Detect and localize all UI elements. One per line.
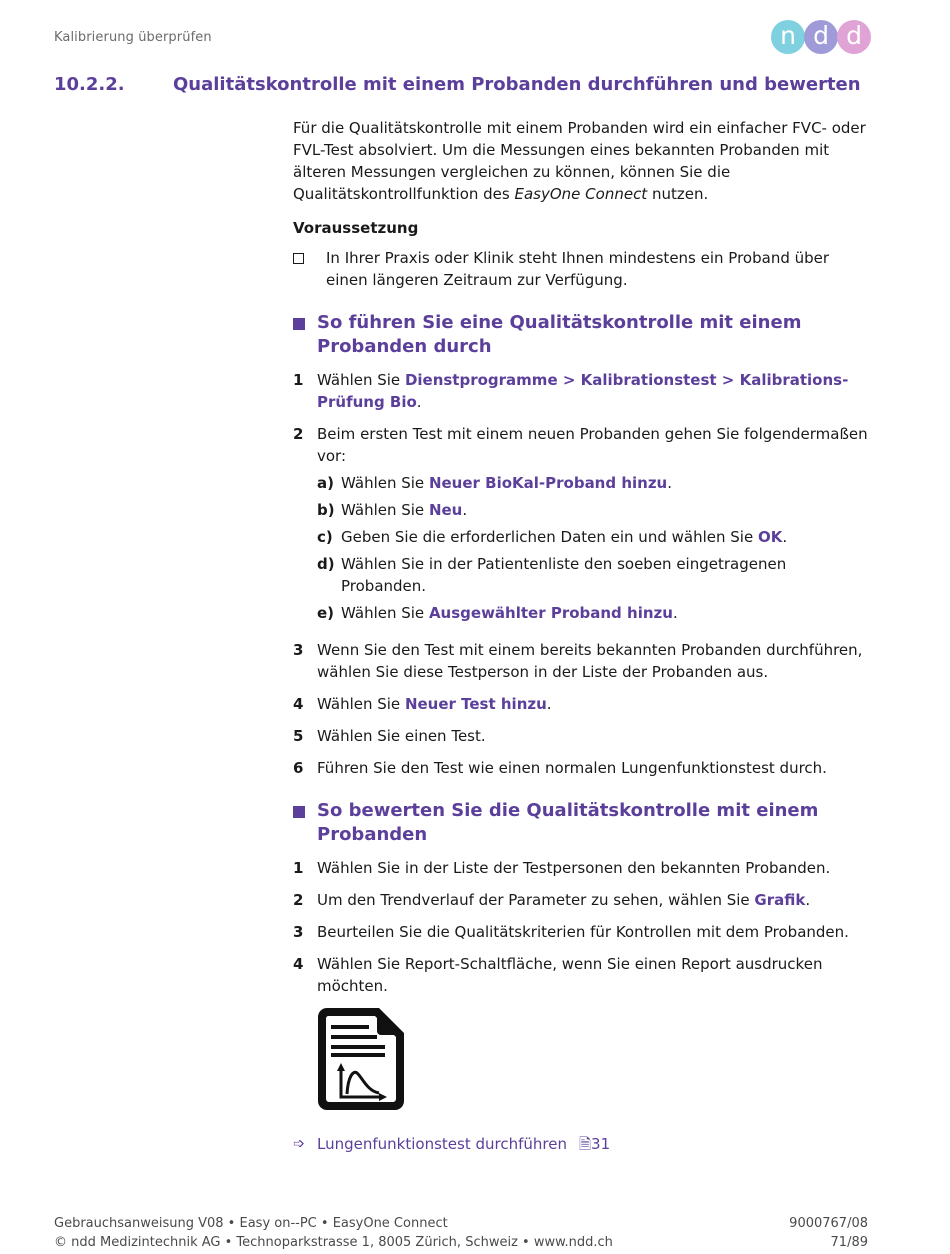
substep-text: Wählen Sie in der Patientenliste den soeben eingetragenen Probanden. <box>341 555 787 595</box>
logo-circle-n: n <box>771 20 805 54</box>
ndd-logo <box>771 20 871 54</box>
step-item <box>293 889 873 911</box>
step-item <box>293 423 873 629</box>
step-number: 6 <box>293 759 304 777</box>
ui-element-reference: Ausgewählter Proband hinzu <box>428 604 673 622</box>
prerequisite-heading: Voraussetzung <box>293 219 419 237</box>
substep-letter: b) <box>317 501 335 519</box>
step-text <box>317 423 873 629</box>
page-reference-number[interactable]: 31 <box>591 1135 611 1153</box>
footer-right <box>789 1214 868 1252</box>
logo-circle-d-2: d <box>837 20 871 54</box>
step-item <box>293 369 873 413</box>
arrow-right-icon: ➩ <box>293 1136 305 1152</box>
procedure-heading <box>293 311 873 359</box>
footer-document-number: 9000767/08 <box>789 1216 868 1231</box>
step-text: Wählen Sie Neuer Test hinzu. <box>317 695 552 713</box>
step-number: 2 <box>293 891 304 909</box>
cross-reference[interactable] <box>293 1133 873 1155</box>
step-item <box>293 921 873 943</box>
step-text: Wählen Sie Dienstprogramme > Kalibrationstest > Kalibrations-Prüfung Bio. <box>317 371 849 411</box>
step-text: Wählen Sie Report-Schaltfläche, wenn Sie einen Report ausdrucken möchten. <box>317 955 823 995</box>
step-number: 1 <box>293 859 304 877</box>
section-number: 10.2.2. <box>54 74 125 95</box>
step-number: 4 <box>293 955 304 973</box>
substep-letter: c) <box>317 528 333 546</box>
step-item <box>293 725 873 747</box>
intro-text-end: nutzen. <box>647 185 709 203</box>
footer-copyright: © ndd Medizintechnik AG • Technoparkstrasse 1, 8005 Zürich, Schweiz • www.ndd.ch <box>54 1235 613 1250</box>
substep-letter: e) <box>317 604 335 622</box>
ui-element-reference: Neu <box>428 501 463 519</box>
step-number: 1 <box>293 371 304 389</box>
product-name: EasyOne Connect <box>514 185 648 203</box>
checkbox-icon <box>293 253 304 264</box>
step-number: 3 <box>293 923 304 941</box>
substep-item <box>317 499 873 521</box>
ui-element-reference: Neuer Test hinzu <box>404 695 547 713</box>
prerequisite-item <box>293 247 873 291</box>
procedure-title: So bewerten Sie die Qualitätskontrolle mit einem Probanden <box>317 800 819 845</box>
substep-item <box>317 472 873 494</box>
intro-paragraph <box>293 117 873 205</box>
substep-text: Wählen Sie Neuer BioKal-Proband hinzu. <box>341 474 673 492</box>
footer-document-title: Gebrauchsanweisung V08 • Easy on--PC • EasyOne Connect <box>54 1216 448 1231</box>
step-text: Beurteilen Sie die Qualitätskriterien für Kontrollen mit dem Probanden. <box>317 923 849 941</box>
step-item <box>293 857 873 879</box>
step-number: 3 <box>293 641 304 659</box>
step-item <box>293 953 873 997</box>
ui-element-reference: Grafik <box>754 891 806 909</box>
intro-text: Für die Qualitätskontrolle mit einem Probanden wird ein einfacher FVC- oder FVL-Test absolviert. Um die Messungen eines bekannten Probanden mit älteren Messungen vergleichen zu können, können Sie die Qualitätskontrollfunktion des <box>293 119 866 203</box>
substep-list <box>317 472 873 624</box>
procedure-title: So führen Sie eine Qualitätskontrolle mit einem Probanden durch <box>317 312 802 357</box>
section-title: Qualitätskontrolle mit einem Probanden durchführen und bewerten <box>173 74 861 95</box>
step-text: Um den Trendverlauf der Parameter zu sehen, wählen Sie Grafik. <box>317 891 811 909</box>
square-bullet-icon <box>293 318 305 330</box>
substep-item <box>317 553 873 597</box>
step-number: 4 <box>293 695 304 713</box>
page-reference-icon: 🗎 <box>578 1135 592 1153</box>
step-number: 5 <box>293 727 304 745</box>
substep-item <box>317 602 873 624</box>
main-content <box>293 117 873 1155</box>
step-item <box>293 693 873 715</box>
step-item <box>293 757 873 779</box>
footer-page-number: 71/89 <box>830 1235 868 1250</box>
running-head: Kalibrierung überprüfen <box>54 30 212 45</box>
substep-letter: d) <box>317 555 335 573</box>
procedure-heading <box>293 799 873 847</box>
step-description: Beim ersten Test mit einem neuen Probanden gehen Sie folgendermaßen vor: <box>317 425 868 465</box>
substep-text: Wählen Sie Neu. <box>341 501 468 519</box>
logo-circle-d: d <box>804 20 838 54</box>
footer-left <box>54 1214 613 1252</box>
ui-element-reference: Neuer BioKal-Proband hinzu <box>428 474 668 492</box>
step-number: 2 <box>293 425 304 443</box>
substep-letter: a) <box>317 474 334 492</box>
step-text: Wählen Sie in der Liste der Testpersonen den bekannten Probanden. <box>317 859 831 877</box>
substep-item <box>317 526 873 548</box>
cross-reference-link[interactable]: Lungenfunktionstest durchführen <box>317 1135 567 1153</box>
step-item <box>293 639 873 683</box>
step-text: Führen Sie den Test wie einen normalen Lungenfunktionstest durch. <box>317 759 827 777</box>
substep-text: Geben Sie die erforderlichen Daten ein und wählen Sie OK. <box>341 528 788 546</box>
report-icon <box>317 1005 407 1113</box>
prerequisite-text: In Ihrer Praxis oder Klinik steht Ihnen mindestens ein Proband über einen längeren Zeitraum zur Verfügung. <box>326 249 830 289</box>
ui-element-reference: Dienstprogramme > Kalibrationstest > Kalibrations-Prüfung Bio <box>317 371 849 411</box>
ui-element-reference: OK <box>757 528 783 546</box>
step-text: Wählen Sie einen Test. <box>317 727 486 745</box>
substep-text: Wählen Sie Ausgewählter Proband hinzu. <box>341 604 678 622</box>
square-bullet-icon <box>293 806 305 818</box>
step-text: Wenn Sie den Test mit einem bereits bekannten Probanden durchführen, wählen Sie diese Testperson in der Liste der Probanden aus. <box>317 641 863 681</box>
